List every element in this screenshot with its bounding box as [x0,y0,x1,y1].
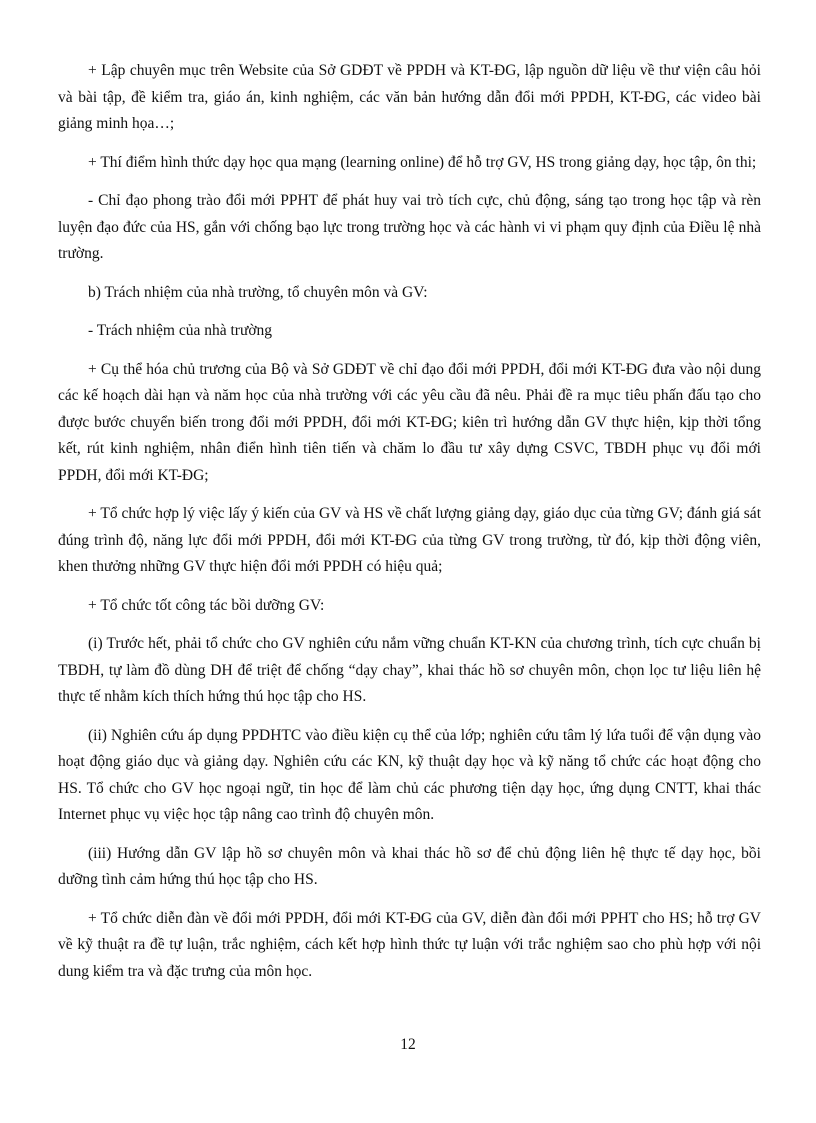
paragraph-responsibility-heading: b) Trách nhiệm của nhà trường, tổ chuyên môn và GV: [88,283,428,301]
paragraph-school-responsibility: - Trách nhiệm của nhà trường [88,322,273,339]
document-page [58,58,761,997]
paragraph-learning-method-movement: - Chỉ đạo phong trào đổi mới PPHT để phát huy vai trò tích cực, chủ động, sáng tạo trong học tập và rèn luyện đạo đức của HS, gắn với chống bạo lực trong trường học và các hành vi vi phạm quy định của Điều lệ nhà trường. [58,192,761,262]
paragraph-training-item-ii: (ii) Nghiên cứu áp dụng PPDHTC vào điều kiện cụ thể của lớp; nghiên cứu tâm lý lứa tuổi để vận dụng vào hoạt động giáo dục và giảng dạy. Nghiên cứu các KN, kỹ thuật dạy học và kỹ năng tổ chức các hoạt động cho HS. Tổ chức cho GV học ngoại ngữ, tin học để làm chủ các phương tiện dạy học, ứng dụng CNTT, khai thác Internet phục vụ việc học tập nâng cao trình độ chuyên môn. [58,726,761,823]
paragraph-collect-feedback: + Tổ chức hợp lý việc lấy ý kiến của GV và HS về chất lượng giảng dạy, giáo dục của từng GV; đánh giá sát đúng trình độ, năng lực đổi mới PPDH, đổi mới KT-ĐG của từng GV trong trường, từ đó, kịp thời động viên, khen thưởng những GV thực hiện đổi mới PPDH có hiệu quả; [58,505,761,575]
page-number: 12 [400,1036,416,1053]
paragraph-concretize-policy: + Cụ thể hóa chủ trương của Bộ và Sở GDĐT về chỉ đạo đổi mới PPDH, đổi mới KT-ĐG đưa vào nội dung các kế hoạch dài hạn và năm học của nhà trường với các yêu cầu đã nêu. Phải đề ra mục tiêu phấn đấu tạo cho được bước chuyển biến trong đổi mới PPDH, đổi mới KT-ĐG; kiên trì hướng dẫn GV thực hiện, kịp thời tổng kết, rút kinh nghiệm, nhân điển hình tiên tiến và chăm lo đầu tư xây dựng CSVC, TBDH phục vụ đổi mới PPDH, đổi mới KT-ĐG; [58,360,761,484]
paragraph-online-learning: + Thí điểm hình thức dạy học qua mạng (learning online) để hỗ trợ GV, HS trong giảng dạy, học tập, ôn thi; [88,153,757,171]
paragraph-teacher-training: + Tổ chức tốt công tác bồi dưỡng GV: [88,596,325,614]
paragraph-training-item-i: (i) Trước hết, phải tổ chức cho GV nghiên cứu nắm vững chuẩn KT-KN của chương trình, tích cực chuẩn bị TBDH, tự làm đồ dùng DH để triệt để chống “dạy chay”, khai thác hồ sơ chuyên môn, chọn lọc tư liệu liên hệ thực tế nhằm kích thích hứng thú học tập cho HS. [58,635,761,705]
paragraph-forum: + Tổ chức diễn đàn về đổi mới PPDH, đổi mới KT-ĐG của GV, diễn đàn đổi mới PPHT cho HS; hỗ trợ GV về kỹ thuật ra đề tự luận, trắc nghiệm, cách kết hợp hình thức tự luận với trắc nghiệm sao cho phù hợp với nội dung kiểm tra và đặc trưng của môn học. [58,909,761,980]
paragraph-training-item-iii: (iii) Hướng dẫn GV lập hồ sơ chuyên môn và khai thác hồ sơ để chủ động liên hệ thực tế dạy học, bồi dưỡng tình cảm hứng thú học tập cho HS. [58,844,761,888]
paragraph-website-section: + Lập chuyên mục trên Website của Sở GDĐT về PPDH và KT-ĐG, lập nguồn dữ liệu về thư viện câu hỏi và bài tập, đề kiểm tra, giáo án, kinh nghiệm, các văn bản hướng dẫn đổi mới PPDH, KT-ĐG, các video bài giảng minh họa…; [58,62,761,132]
